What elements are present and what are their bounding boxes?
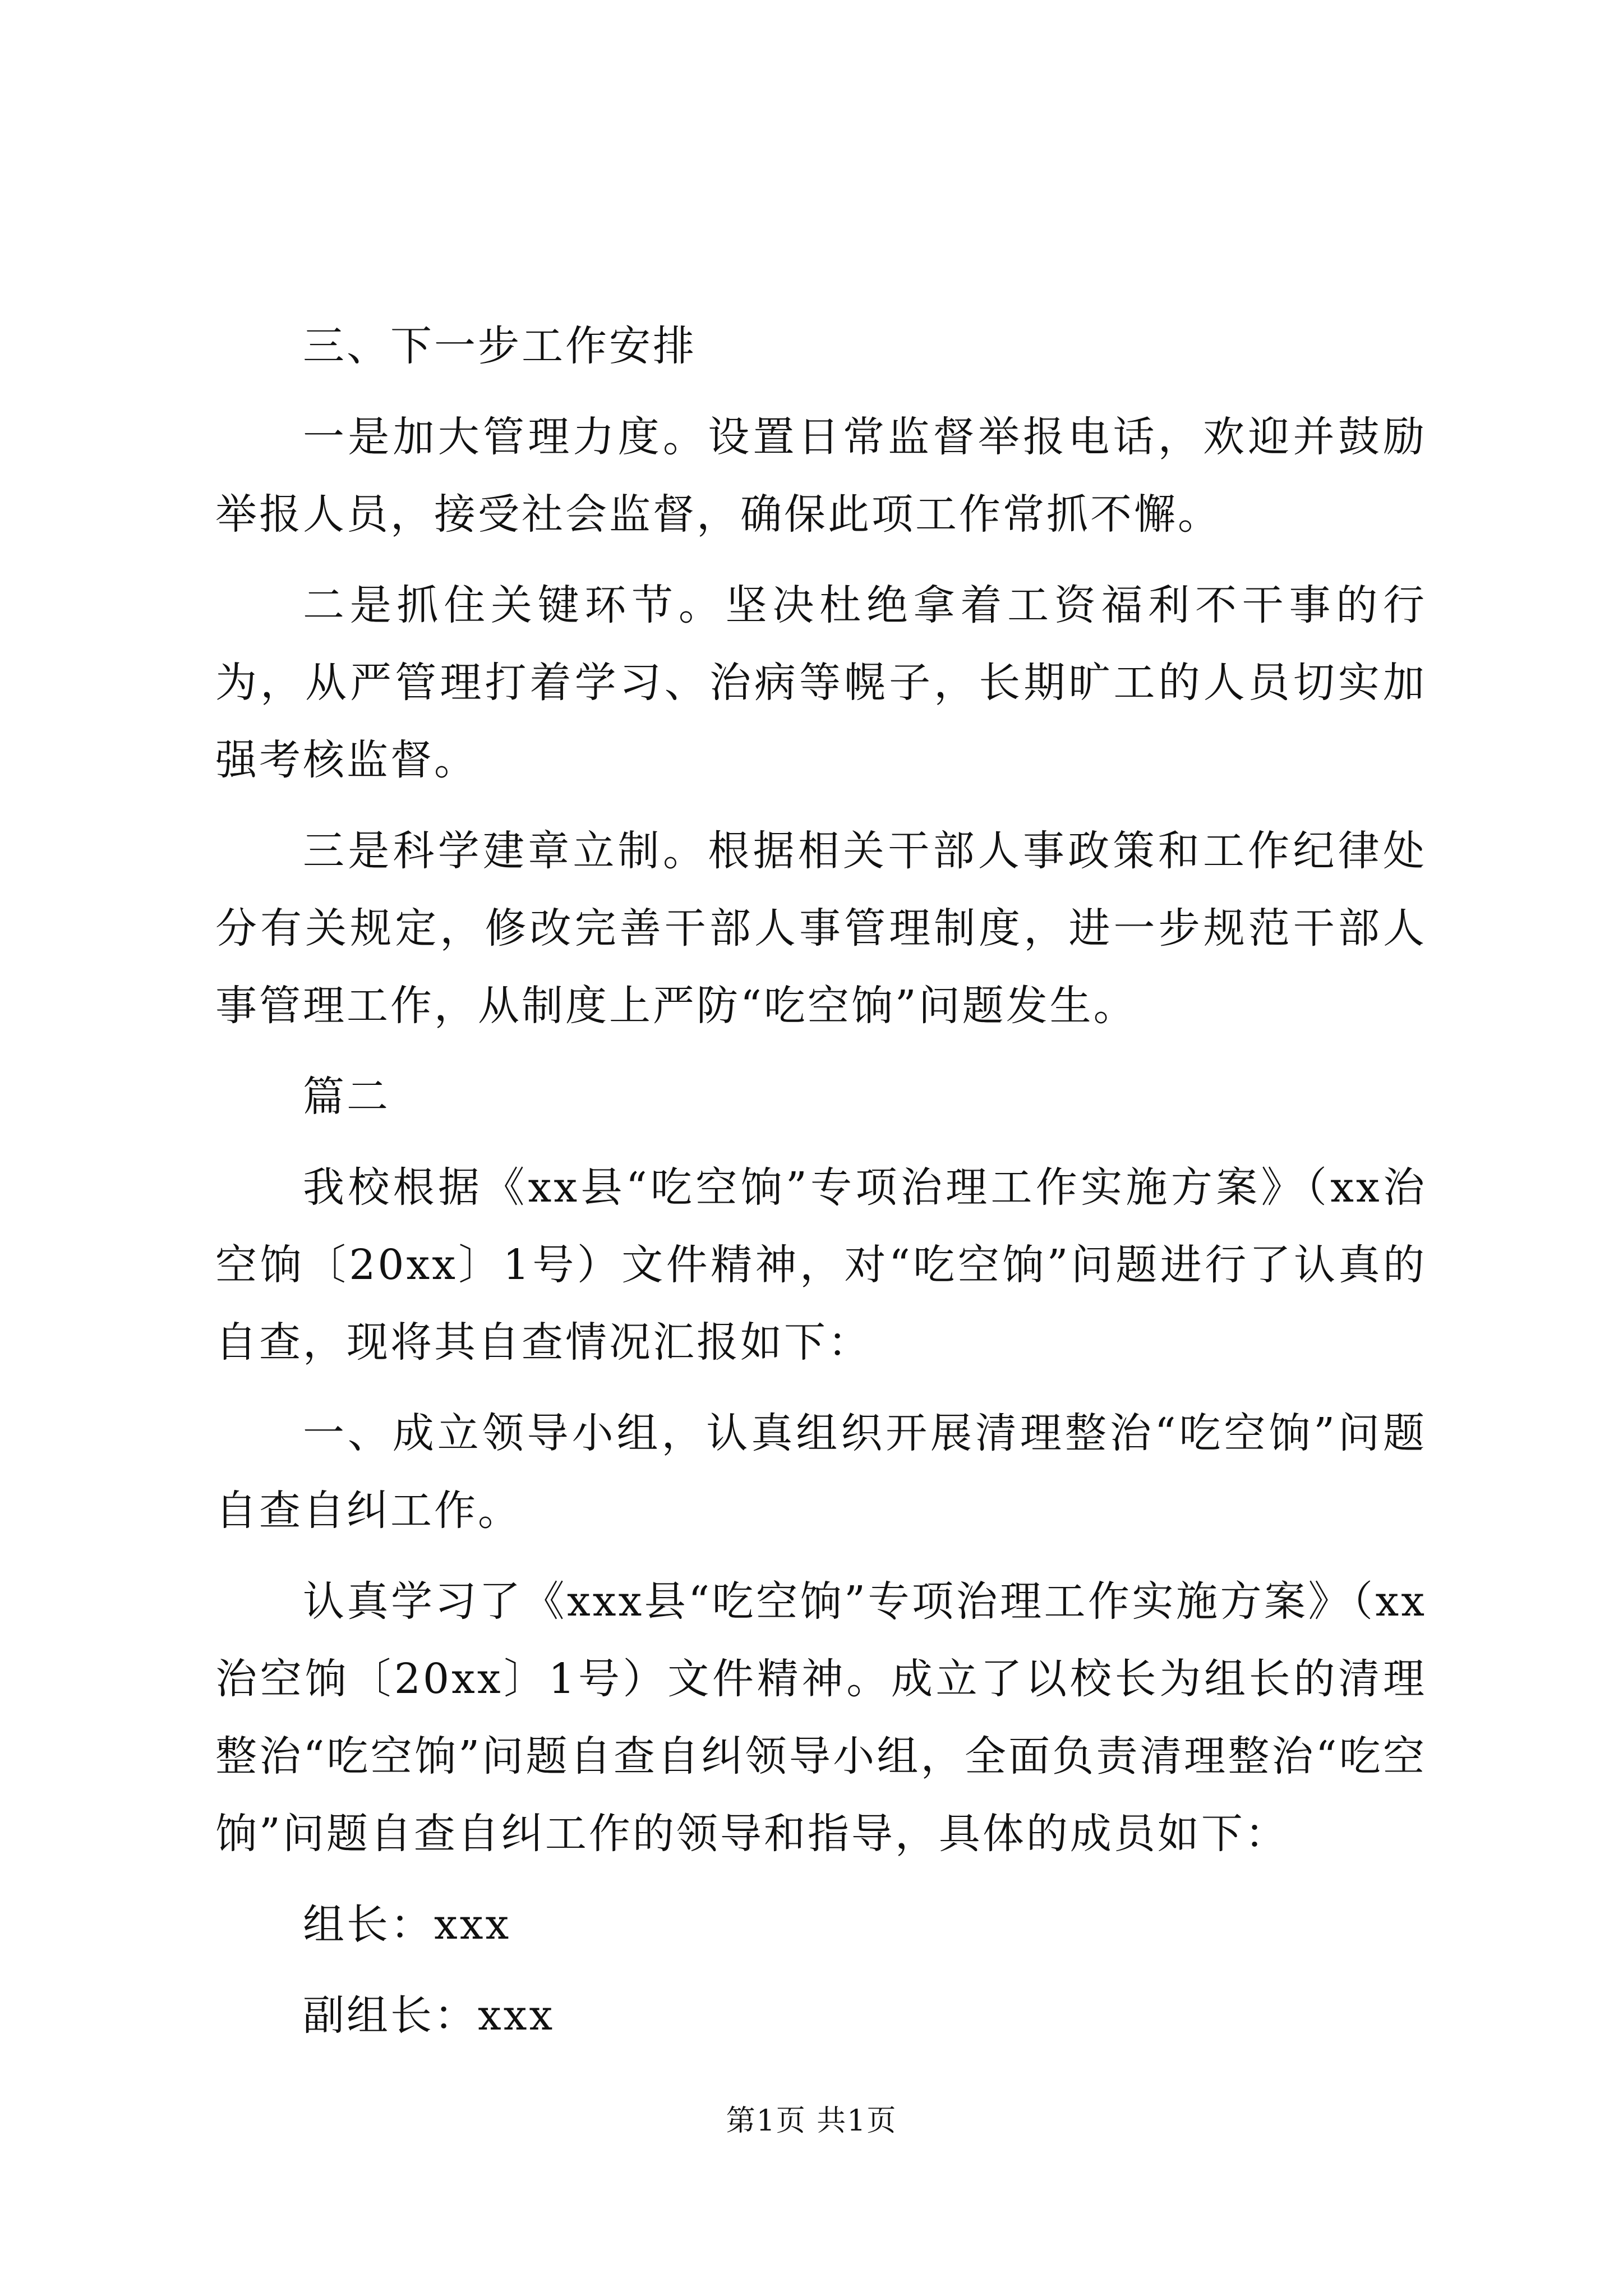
section-heading-next-steps: 三、下一步工作安排 (303, 322, 697, 370)
section-heading-part-two: 篇二 (303, 1073, 390, 1121)
group-leader-line: 组长：xxx (303, 1901, 511, 1949)
deputy-leader-line: 副组长：xxx (303, 1991, 555, 2040)
paragraph-leading-group: 一、成立领导小组，认真组织开展清理整治“吃空饷”问题自查自纠工作。 (215, 1409, 1427, 1535)
page-footer: 第1页 共1页 (726, 2104, 897, 2138)
paragraph-key-links: 二是抓住关键环节。坚决杜绝拿着工资福利不干事的行为，从严管理打着学习、治病等幌子，长期旷工的人员切实加强考核监督。 (215, 581, 1427, 784)
document-body (215, 307, 1427, 2054)
paragraph-study-and-members: 认真学习了《xxx县“吃空饷”专项治理工作实施方案》（xx治空饷〔20xx〕1号）文件精神。成立了以校长为组长的清理整治“吃空饷”问题自查自纠领导小组，全面负责清理整治“吃空饷”问题自查自纠工作的领导和指导，具体的成员如下： (215, 1577, 1427, 1858)
paragraph-self-inspection-intro: 我校根据《xx县“吃空饷”专项治理工作实施方案》（xx治空饷〔20xx〕1号）文件精神，对“吃空饷”问题进行了认真的自查，现将其自查情况汇报如下： (215, 1163, 1427, 1366)
paragraph-management-strength: 一是加大管理力度。设置日常监督举报电话，欢迎并鼓励举报人员，接受社会监督，确保此项工作常抓不懈。 (215, 413, 1427, 539)
paragraph-rules-system: 三是科学建章立制。根据相关干部人事政策和工作纪律处分有关规定，修改完善干部人事管理制度，进一步规范干部人事管理工作，从制度上严防“吃空饷”问题发生。 (215, 827, 1427, 1030)
